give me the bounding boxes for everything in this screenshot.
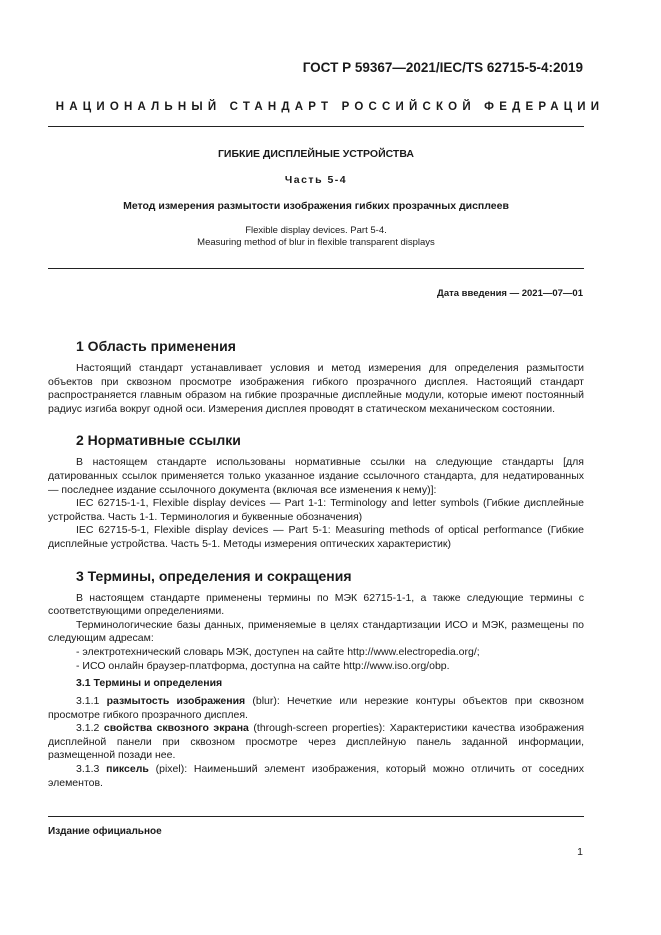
term-number: 3.1.3 — [76, 763, 107, 776]
footer-divider — [48, 816, 584, 817]
paragraph: Настоящий стандарт устанавливает условия и метод измерения для определения размытости объектов при сквозном просмотре изображения гибкого прозрачного дисплея. Настоящий стандарт распространяется главным образом на гибкие прозрачные дисплейные модули, которые имеют постоянный радиус изгиба вокруг одной оси. Измерения дисплея проводят в статическом механическом состоянии. — [48, 362, 584, 415]
term-name: пиксель — [106, 763, 149, 776]
subsection-heading: 3.1 Термины и определения — [76, 677, 223, 690]
page-number: 1 — [577, 846, 583, 858]
document-title: ГИБКИЕ ДИСПЛЕЙНЫЕ УСТРОЙСТВА — [217, 148, 414, 160]
introduction-date: Дата введения — 2021—07—01 — [437, 288, 583, 299]
section-heading: 2 Нормативные ссылки — [76, 432, 241, 449]
term-text: (blur): Нечеткие или нерезкие контуры объектов при сквозном просмотре гибкого прозрачного дисплея. — [48, 695, 584, 721]
part-label: Часть 5-4 — [284, 174, 348, 186]
term-definition — [48, 695, 584, 722]
term-definition — [48, 763, 584, 790]
document-body — [48, 338, 584, 806]
document-subtitle: Метод измерения размытости изображения гибких прозрачных дисплеев — [123, 200, 509, 212]
term-text: (pixel): Наименьший элемент изображения, который можно отличить от соседних элементов. — [48, 763, 584, 789]
term-name: размытость изображения — [106, 695, 246, 708]
national-standard-title: НАЦИОНАЛЬНЫЙ СТАНДАРТ РОССИЙСКОЙ ФЕДЕРАЦИИ — [55, 101, 605, 113]
term-name: свойства сквозного экрана — [103, 722, 249, 735]
english-title — [48, 225, 584, 249]
list-item: - ИСО онлайн браузер-платформа, доступна на сайте http://www.iso.org/obp. — [76, 659, 450, 672]
term-number: 3.1.1 — [76, 695, 107, 708]
section-scope — [48, 338, 584, 416]
term-text: (through-screen properties): Характеристики качества изображения дисплейной панели при сквозном просмотре через дисплейную панель заданной информации, размещенной позади нее. — [48, 722, 585, 762]
section-normative-references — [48, 432, 584, 551]
paragraph: В настоящем стандарте применены термины по МЭК 62715-1-1, а также следующие термины с соответствующими определениями. — [48, 591, 584, 618]
standard-code: ГОСТ Р 59367—2021/IEC/TS 62715-5-4:2019 — [302, 60, 583, 75]
paragraph: Терминологические базы данных, применяемые в целях стандартизации ИСО и МЭК, размещены по следующим адресам: — [48, 618, 584, 645]
section-heading: 3 Термины, определения и сокращения — [76, 567, 352, 584]
term-definition — [48, 722, 584, 763]
english-title-line-1: Flexible display devices. Part 5-4. — [245, 225, 387, 236]
section-heading: 1 Область применения — [76, 338, 236, 354]
reference-item: IEC 62715-1-1, Flexible display devices — Part 1-1: Terminology and letter symbols (Гибкие дисплейные устройства. Часть 1-1. Терминология и буквенные обозначения) — [48, 497, 584, 523]
list-item: - электротехнический словарь МЭК, доступен на сайте http://www.electropedia.org/; — [76, 645, 480, 658]
paragraph: В настоящем стандарте использованы нормативные ссылки на следующие стандарты [для датированных ссылок применяется только указанное издание ссылочного стандарта, для недатированных — последнее издание ссылочного документа (включая все изменения к нему)]: — [48, 456, 584, 496]
title-divider — [48, 268, 584, 269]
top-divider — [48, 126, 584, 127]
term-number: 3.1.2 — [76, 722, 104, 735]
reference-item: IEC 62715-5-1, Flexible display devices — Part 5-1: Measuring methods of optical performance (Гибкие дисплейные устройства. Часть 5-1. Методы измерения оптических характеристик) — [48, 524, 584, 550]
edition-label: Издание официальное — [48, 826, 162, 837]
section-terms — [48, 568, 584, 791]
english-title-line-2: Measuring method of blur in flexible transparent displays — [197, 237, 435, 248]
